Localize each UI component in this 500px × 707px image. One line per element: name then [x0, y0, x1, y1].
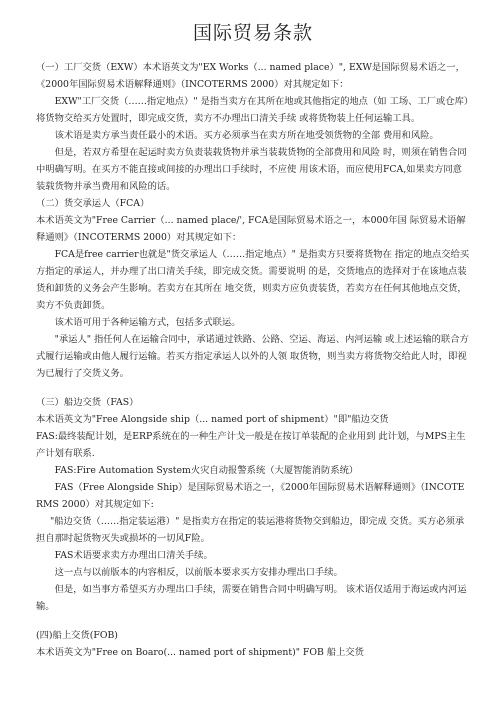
paragraph-fca-transport: 该术语可用于各种运输方式，包括多式联运。: [54, 317, 241, 328]
document-title: 国际贸易条款: [192, 22, 313, 44]
paragraph-exw-definition: EXW"工厂交货（……指定地点）" 是指当卖方在其所在地或其他指定的地点（如 工场、工厂或仓库）将货物交给买方处置时，即完成交货，卖方不办理出口清关手续 或将货物装上任何运输工具。: [36, 96, 469, 124]
paragraph-fca-intro: 本术语英文为"Free Carrier（... named place/', FCA是国际贸易术语之一，本000年国 际贸易术语解释通则》（INCOTERMS 2000）对其规定如下：: [36, 215, 466, 243]
paragraph-fob-intro: 本术语英文为"Free on Boaro(... named port of shipment)" FOB 船上交货: [36, 647, 364, 658]
paragraph-exw-exception: 但是，若双方希望在起运时卖方负责装载货物并承当装载货物的全部费用和风险 时，则须在销售合同中明确写明。在买方不能直接或间接的办理出口手续时，不应使 用该术语，而应使用FCA,如果卖方同意装载货物并承当费用和风险的话。: [36, 147, 467, 192]
paragraph-fas-fire: FAS:Fire Automation System火灾自动报警系统（大厦智能消防系统）: [54, 465, 359, 476]
paragraph-fca-carrier: "承运人" 指任何人在运输合同中，承诺通过铁路、公路、空运、海运、内河运输 或上述运输的联合方式履行运输或由他人履行运输。若买方指定承运人以外的人领 取货物，则当卖方将货物交给此人时，即视为已履行了交货义务。: [36, 334, 469, 379]
paragraph-fas-previous: 这一点与以前版本的内容相反，以前版本要求买方安排办理出口手续。: [54, 567, 343, 578]
spacer: [36, 615, 470, 627]
section-heading-fca: （二）货交承运人（FCA）: [36, 198, 150, 209]
paragraph-fas-clearance: FAS术语要求卖方办理出口清关手续。: [54, 550, 213, 561]
paragraph-fas-definition: "船边交货（……指定装运港）" 是指卖方在指定的装运港将货物交到船边，即完成 交货。买方必须承担自那时起货物灭失或损坏的一切风F险。: [36, 516, 465, 544]
paragraph-fas-assembly: FAS:最终装配计划，是ERP系统在的一种生产计戈一般是在按订单装配的企业用到 此计划，与MPS主生产计划有联系.: [36, 431, 466, 459]
paragraph-exw-responsibility: 该术语是卖方承当责任最小的术语。买方必须承当在卖方所在地受领货物的全部 费用和风险。: [54, 130, 439, 141]
paragraph-exw-intro: （一）工厂交货（EXW）本术语英文为"EX Works（... named place）", EXW是国际贸易术语之一，《2000年国际贸易术语解释通则》（INCOTERMS 2000）对其规定如下：: [36, 62, 465, 90]
section-heading-fob: (四)船上交货(FOB): [36, 630, 118, 641]
paragraph-fas-contract: 但是，如当事方希望买方办理出口手续，需要在销售合同中明确写明。 该术语仅适用于海运或内河运输。: [36, 584, 467, 612]
paragraph-fas-incoterms: FAS（Free Alongside Ship）是国际贸易术语之一，《2000年国际贸易术语解释通则》（INCOTERMS 2000）对其规定如下:: [36, 482, 465, 510]
section-heading-fas: （三）船边交货（FAS）: [36, 397, 139, 408]
spacer: [36, 382, 470, 394]
paragraph-fca-definition: FCA是free carrier也就是"货交承运人（……指定地点）" 是指卖方只要将货物在 指定的地点交给买方指定的承运人，并办理了出口清关手续，即完成交货。需要说明 的是，交货地点的选择对于在该地点装货和卸货的义务会产生影响。若卖方在其所在 地交货，则卖方应负责装货，若卖方在任何其他地点交货，卖方不负责卸货。: [36, 249, 470, 311]
paragraph-fas-intro: 本术语英文为"Free Alongside ship（... named port of shipment）"即"船边交货: [36, 414, 389, 425]
